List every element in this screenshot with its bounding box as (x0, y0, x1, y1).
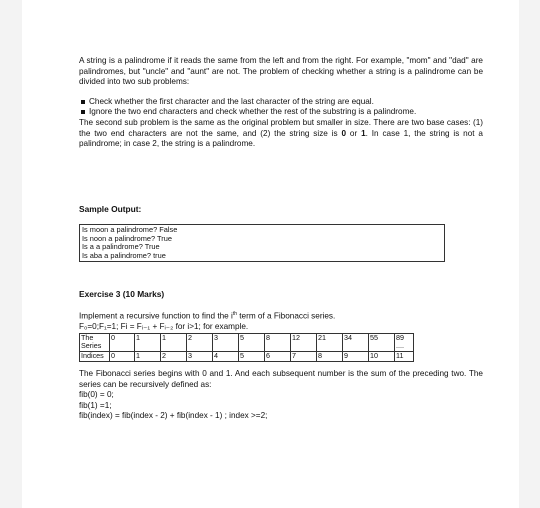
index-cell: 5 (239, 351, 265, 361)
series-cell: 21 (317, 333, 343, 351)
series-cell: 8 (265, 333, 291, 351)
bold-one: 1 (361, 128, 366, 138)
table-row-series (80, 333, 414, 351)
index-cell: 9 (343, 351, 369, 361)
task-text-b: term of a Fibonacci series. (237, 311, 336, 321)
task-superscript: th (232, 311, 237, 317)
sample-output-heading: Sample Output: (79, 204, 142, 214)
bold-zero: 0 (341, 128, 347, 138)
index-cell: 3 (187, 351, 213, 361)
index-cell: 0 (110, 351, 135, 361)
series-cell: 1 (135, 333, 161, 351)
indices-label-cell: Indices (80, 351, 110, 361)
index-cell: 11 (395, 351, 414, 361)
series-cell: 12 (291, 333, 317, 351)
exercise-heading: Exercise 3 (10 Marks) (79, 289, 165, 299)
fibonacci-description: The Fibonacci series begins with 0 and 1. And each subsequent number is the sum of the preceding two. The series can be recursively defined as: (79, 368, 483, 389)
sample-line: Is noon a palindrome? True (82, 233, 172, 243)
or-text: or (346, 128, 362, 138)
sample-output-box (79, 224, 445, 262)
sample-line: Is aba a palindrome? true (82, 250, 166, 260)
second-para-text-b: . In case 1, the string is not a palindrome; in case 2, the string is a palindrome. (79, 128, 483, 149)
bullet-item-1 (79, 97, 483, 108)
index-cell: 2 (161, 351, 187, 361)
series-label-cell: The Series (80, 333, 110, 351)
second-para-text-a: The second sub problem is the same as the original problem but smaller in size. There are two base cases: (1) the two end characters are not the same, and (2) the string size is (79, 117, 483, 138)
document-page (22, 0, 519, 508)
fibonacci-table (79, 333, 414, 362)
series-cell: 1 (161, 333, 187, 351)
series-cell: 34 (343, 333, 369, 351)
index-cell: 7 (291, 351, 317, 361)
task-text-a: Implement a recursive function to find the i (79, 311, 233, 321)
bullet-item-2 (79, 107, 483, 118)
table-row-indices (80, 351, 414, 361)
series-cell: 89 .... (395, 333, 414, 351)
bullet-marker (81, 110, 85, 114)
definition-line-3: fib(index) = fib(index - 2) + fib(index - 1) ; index >=2; (79, 411, 268, 421)
sample-line: Is a a palindrome? True (82, 242, 160, 252)
exercise-body (79, 309, 483, 422)
series-cell: 55 (369, 333, 395, 351)
index-cell: 4 (213, 351, 239, 361)
definition-line-2: fib(1) =1; (79, 400, 112, 410)
bullet-text: Check whether the first character and the last character of the string are equal. (89, 96, 374, 106)
series-cell: 5 (239, 333, 265, 351)
series-cell: 0 (110, 333, 135, 351)
fibonacci-formula: F₀=0;F₁=1; Fi = Fᵢ₋₁ + Fᵢ₋₂ for i>1; for example. (79, 322, 249, 332)
second-paragraph (79, 118, 483, 150)
bullet-text: Ignore the two end characters and check whether the rest of the substring is a palindrome. (89, 107, 417, 117)
sample-line: Is moon a palindrome? False (82, 225, 178, 234)
definition-line-1: fib(0) = 0; (79, 390, 114, 400)
series-cell: 2 (187, 333, 213, 351)
document-content (79, 56, 483, 421)
exercise-task (79, 309, 483, 322)
series-cell: 3 (213, 333, 239, 351)
index-cell: 8 (317, 351, 343, 361)
bullet-marker (81, 100, 85, 104)
intro-paragraph: A string is a palindrome if it reads the same from the left and from the right. For example, "mom" and "dad" are palindromes, but "uncle" and "aunt" are not. The problem of checking whether a string is a palindrome can be divided into two sub problems: (79, 56, 483, 87)
index-cell: 1 (135, 351, 161, 361)
index-cell: 6 (265, 351, 291, 361)
index-cell: 10 (369, 351, 395, 361)
